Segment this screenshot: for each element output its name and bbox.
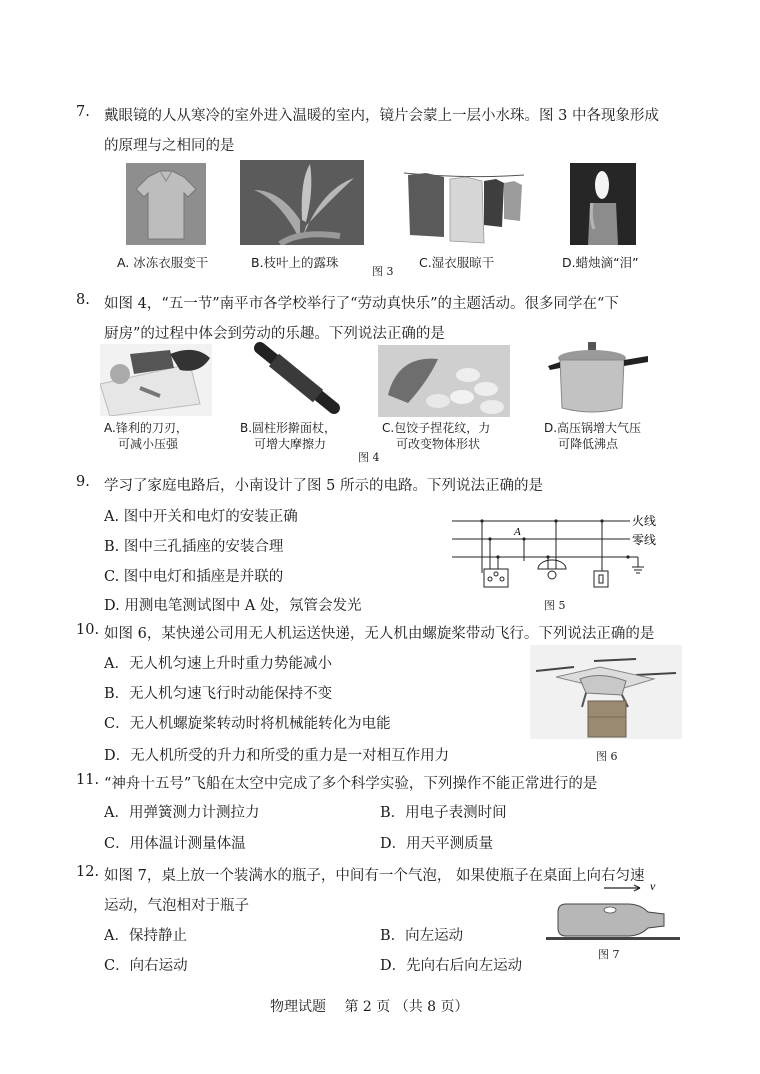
q9-stem: 学习了家庭电路后，小南设计了图 5 所示的电路。下列说法正确的是	[104, 478, 543, 494]
q11-option-c: C．用体温计测量体温	[104, 836, 246, 852]
q8-number: 8.	[76, 292, 90, 308]
pressure-cooker-photo	[548, 342, 650, 414]
page-footer: 物理试题 第 2 页 （共 8 页）	[270, 999, 469, 1015]
dumplings-photo	[378, 345, 510, 417]
q11-number: 11.	[76, 772, 100, 788]
q8-option-a-line2: 可减小压强	[118, 437, 179, 451]
figure-3-label: 图 3	[372, 265, 394, 278]
wet-clothes-photo	[404, 163, 524, 245]
q12-stem-line1: 如图 7，桌上放一个装满水的瓶子，中间有一个气泡， 如果使瓶子在桌面上向右匀速	[104, 868, 645, 884]
q8-option-a	[104, 420, 188, 452]
pressure-cooker-icon	[548, 342, 650, 414]
candle-icon	[570, 163, 636, 245]
rolling-pin-icon	[254, 342, 340, 414]
bottle-diagram	[544, 878, 684, 944]
live-wire-label: 火线	[632, 514, 657, 528]
q9-number: 9.	[76, 474, 90, 490]
drone-icon	[530, 645, 682, 739]
q8-option-d-line1: D.高压锅增大气压	[544, 421, 642, 435]
q9-option-b: B. 图中三孔插座的安装合理	[104, 539, 284, 555]
delivery-drone-photo	[530, 645, 682, 739]
q8-option-c-line2: 可改变物体形状	[396, 437, 481, 451]
q8-option-d-line2: 可降低沸点	[558, 437, 619, 451]
neutral-wire-label: 零线	[632, 533, 657, 547]
q8-option-c-line1: C.包饺子捏花纹，力	[382, 421, 491, 435]
q12-option-a: A．保持静止	[104, 928, 187, 944]
dew-leaves-photo	[240, 160, 364, 245]
candle-photo	[570, 163, 636, 245]
q8-stem-line2: 厨房”的过程中体会到劳动的乐趣。下列说法正确的是	[104, 326, 445, 342]
q10-option-b: B．无人机匀速飞行时动能保持不变	[104, 686, 333, 702]
q10-number: 10.	[76, 622, 100, 638]
frozen-clothes-photo	[126, 163, 206, 245]
q12-option-d: D．先向右后向左运动	[380, 958, 523, 974]
q10-option-a: A．无人机匀速上升时重力势能减小	[104, 656, 332, 672]
leaf-icon	[240, 160, 364, 245]
q9-option-c: C. 图中电灯和插座是并联的	[104, 569, 284, 585]
knife-cutting-photo	[100, 344, 212, 416]
point-a-label: A	[514, 526, 521, 538]
velocity-label: v	[650, 879, 656, 893]
q8-option-d	[544, 420, 641, 452]
shirt-icon	[126, 163, 206, 245]
knife-icon	[100, 344, 212, 416]
dumpling-icon	[378, 345, 510, 417]
q10-option-d: D．无人机所受的升力和所受的重力是一对相互作用力	[104, 748, 450, 764]
figure-6-label: 图 6	[596, 750, 618, 763]
figure-4-label: 图 4	[358, 451, 380, 464]
q8-option-b-line2: 可增大摩擦力	[254, 437, 327, 451]
q12-stem-line2: 运动，气泡相对于瓶子	[104, 898, 249, 914]
q11-option-d: D．用天平测质量	[380, 836, 494, 852]
q12-number: 12.	[76, 864, 100, 880]
household-circuit-diagram	[452, 513, 662, 593]
q8-option-a-line1: A.锋利的刀刃，	[104, 421, 188, 435]
q9-option-d: D. 用测电笔测试图中 A 处，氖管会发光	[104, 598, 362, 614]
q12-option-b: B．向左运动	[380, 928, 464, 944]
q11-option-a: A．用弹簧测力计测拉力	[104, 805, 260, 821]
q7-number: 7.	[76, 104, 90, 120]
rolling-pin-photo	[254, 342, 340, 414]
q7-option-d: D.蜡烛滴“泪”	[562, 255, 639, 270]
q8-stem-line1: 如图 4，“五一节”南平市各学校举行了“劳动真快乐”的主题活动。很多同学在“下	[104, 296, 619, 312]
q7-option-a: A. 冰冻衣服变干	[117, 255, 209, 270]
q8-option-b-line1: B.圆柱形擀面杖，	[240, 421, 337, 435]
q7-option-c: C.湿衣服晾干	[419, 255, 495, 270]
q11-stem: “神舟十五号”飞船在太空中完成了多个科学实验，下列操作不能正常进行的是	[104, 776, 598, 792]
q8-option-b	[240, 420, 336, 452]
clothesline-icon	[404, 163, 524, 245]
q7-stem-line1: 戴眼镜的人从寒冷的室外进入温暖的室内，镜片会蒙上一层小水珠。图 3 中各现象形成	[104, 108, 659, 124]
q12-option-c: C．向右运动	[104, 958, 188, 974]
q7-option-b: B.枝叶上的露珠	[251, 255, 339, 270]
q11-option-b: B．用电子表测时间	[380, 805, 507, 821]
q8-option-c	[382, 420, 490, 452]
figure-5-label: 图 5	[544, 599, 566, 612]
figure-7-label: 图 7	[598, 948, 620, 961]
q9-option-a: A. 图中开关和电灯的安装正确	[104, 509, 298, 525]
q7-stem-line2: 的原理与之相同的是	[104, 138, 235, 154]
q10-option-c: C．无人机螺旋桨转动时将机械能转化为电能	[104, 716, 391, 732]
q10-stem: 如图 6，某快递公司用无人机运送快递，无人机由螺旋桨带动飞行。下列说法正确的是	[104, 626, 655, 642]
